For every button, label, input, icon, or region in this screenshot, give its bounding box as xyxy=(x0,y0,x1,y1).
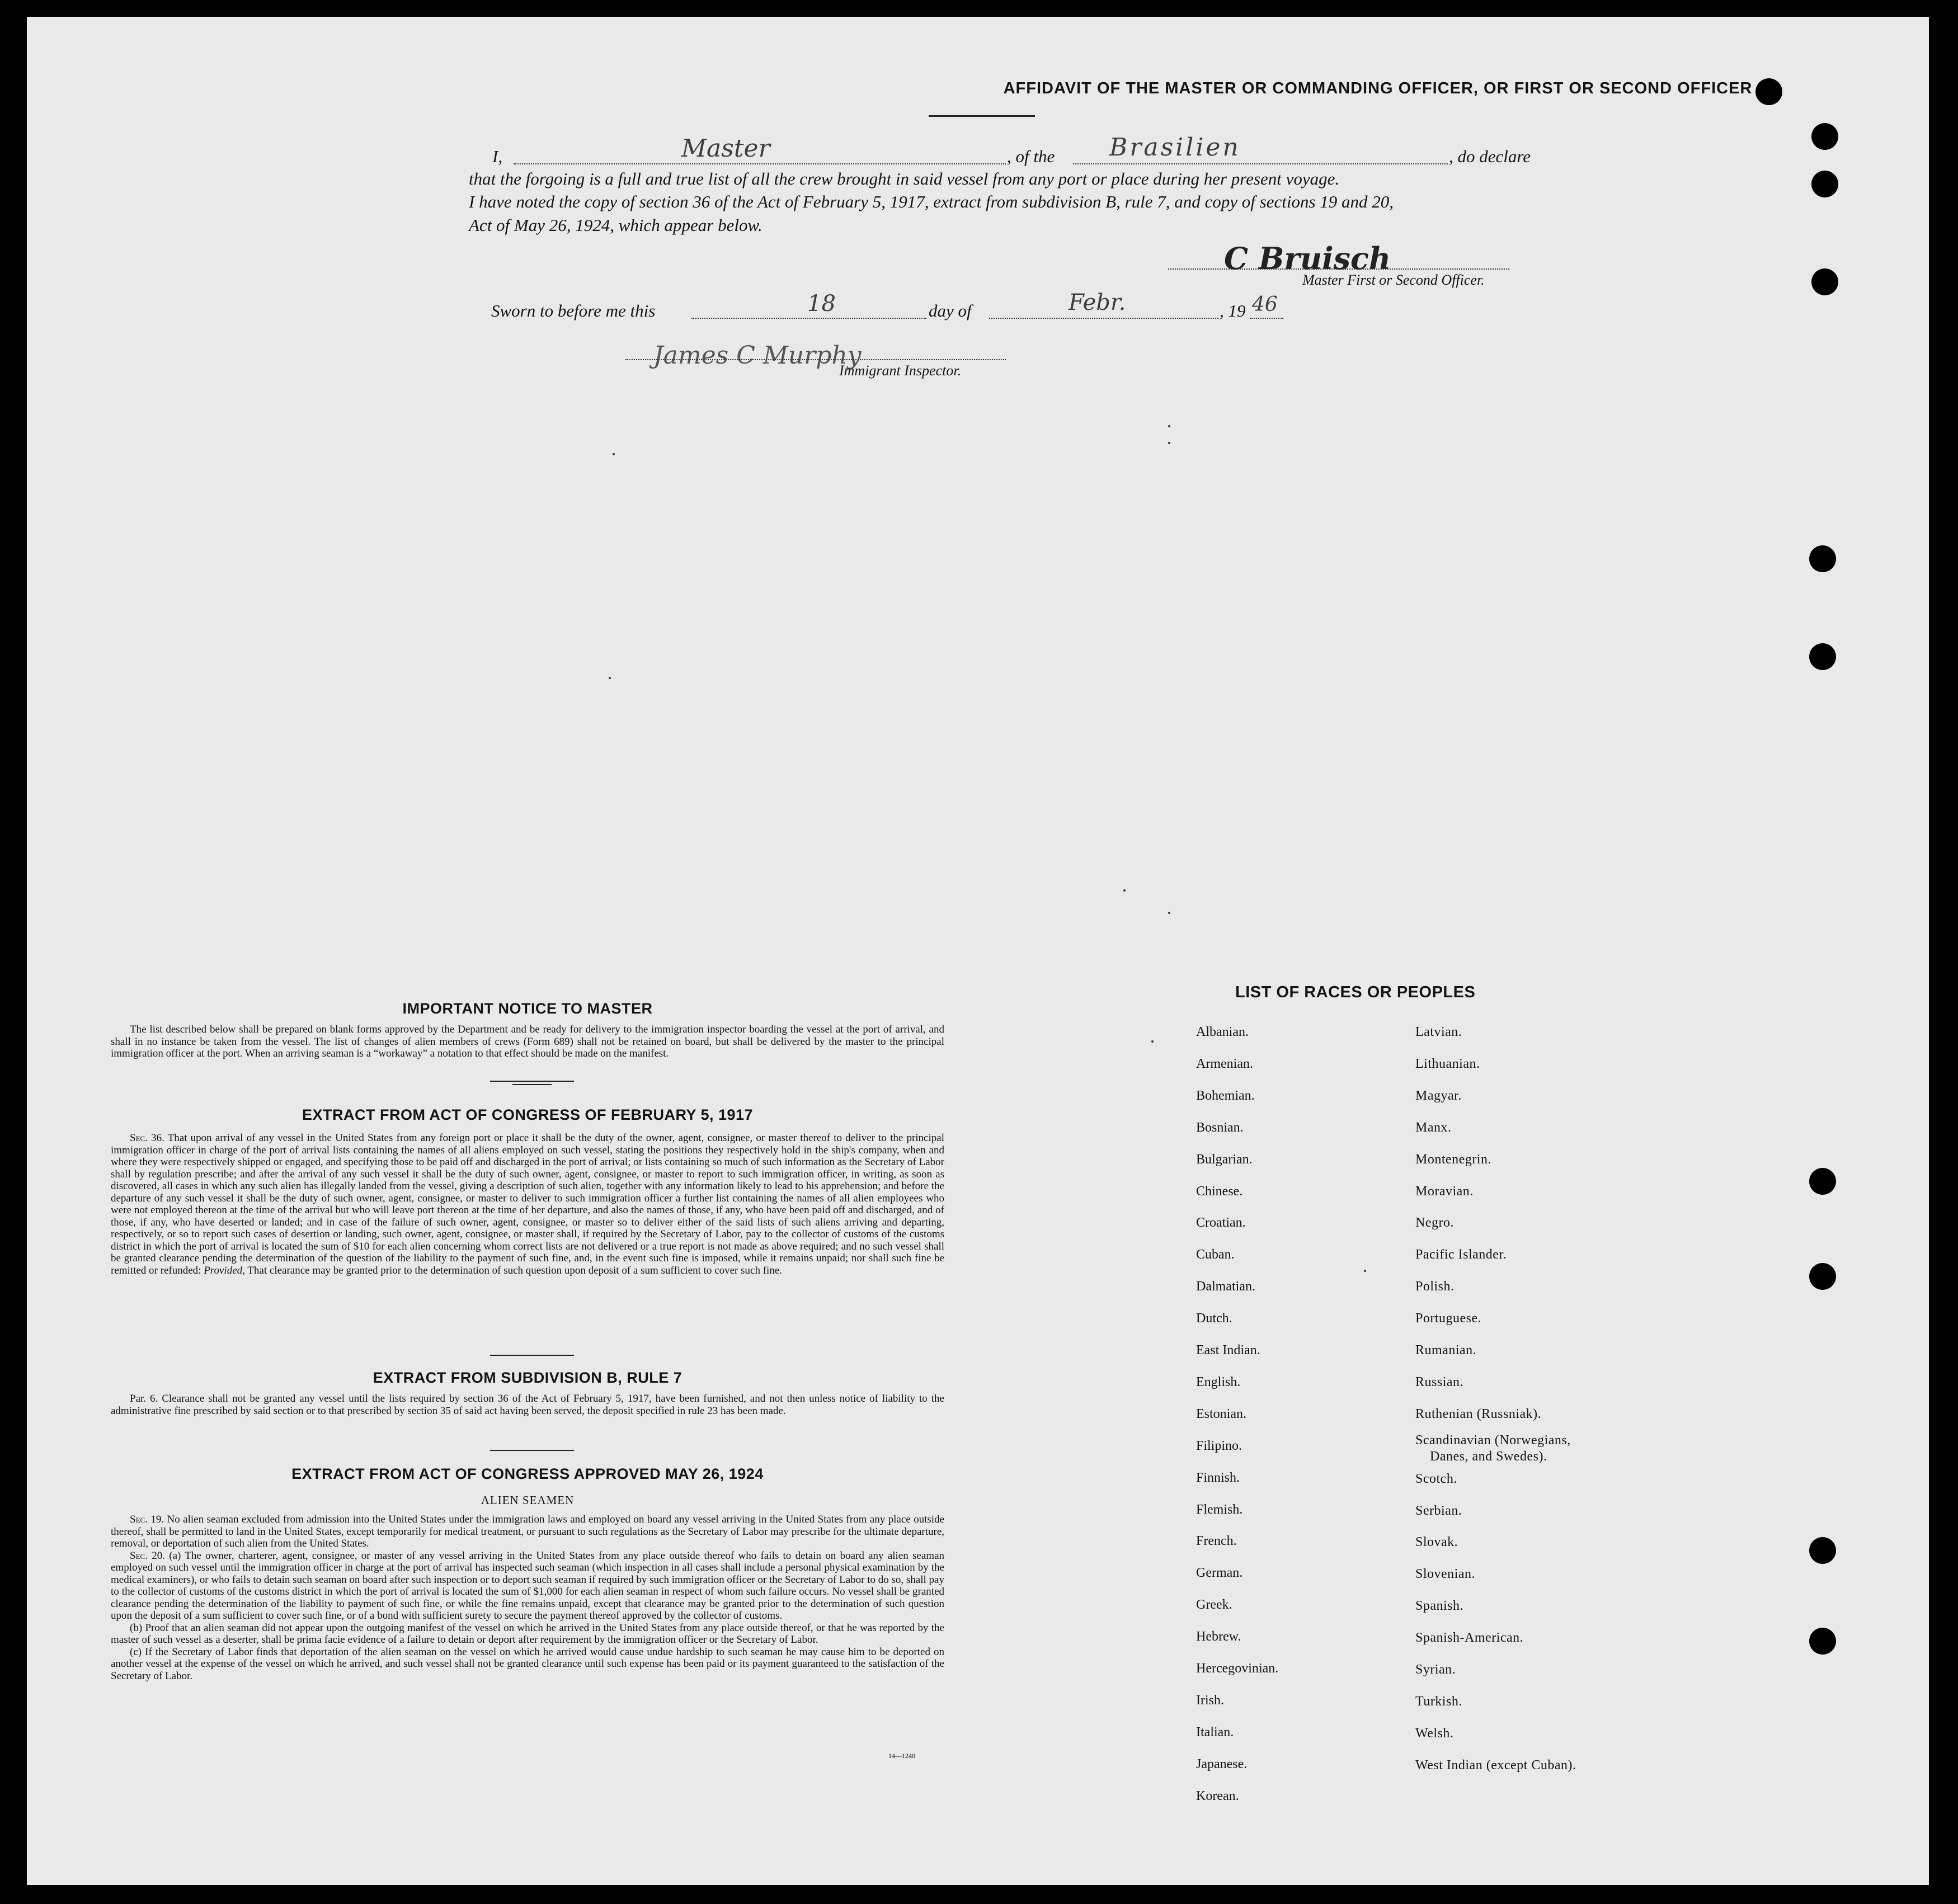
race-right-item: Syrian. xyxy=(1415,1662,1456,1677)
race-right-item: Montenegrin. xyxy=(1415,1152,1491,1167)
race-left-item: Korean. xyxy=(1196,1788,1239,1803)
race-left-item: Japanese. xyxy=(1196,1756,1248,1771)
section-19-text: No alien seaman excluded from admission into the United States under the immigration laws and employed on board any vessel arriving in the United States from any place outside thereof, shall be permitted to land in the United States, except temporarily for medical treatment, or pursuant to such regulations as the Secretary of Labor may prescribe for the ultimate departure, removal, or deportation of such alien from the United States. xyxy=(111,1514,944,1549)
punch-hole xyxy=(1809,1628,1836,1655)
race-right-item: Spanish. xyxy=(1415,1599,1464,1614)
section-label: Sec. 36. xyxy=(130,1132,164,1144)
title-rule xyxy=(929,115,1035,117)
year-prefix: , 19 xyxy=(1220,301,1246,321)
declaration-line-2: that the forgoing is a full and true list of all the crew brought in said vessel from any port or place during her present voyage. xyxy=(469,169,1340,188)
race-left-item: Hebrew. xyxy=(1196,1629,1241,1644)
race-right-item: West Indian (except Cuban). xyxy=(1415,1757,1576,1773)
section-20c-text: (c) If the Secretary of Labor finds that deportation of the alien seaman on the vessel on which he arrived would cause undue hardship to such seaman he may cause him to be deported on another vessel at the expense of the vessel on which he arrived, and such vessel shall not be granted clearance until such expense has been paid or its payment guaranteed to the satisfaction of the Secretary of Labor. xyxy=(111,1646,944,1682)
race-right-item: Moravian. xyxy=(1415,1184,1474,1199)
race-right-item: Russian. xyxy=(1415,1374,1464,1389)
document-page xyxy=(27,17,1929,1885)
inspector-caption: Immigrant Inspector. xyxy=(839,362,962,379)
race-left-item: Filipino. xyxy=(1196,1438,1242,1453)
race-right-item: Scandinavian (Norwegians, xyxy=(1415,1432,1571,1448)
divider xyxy=(512,1084,552,1085)
of-the-text: , of the xyxy=(1007,147,1055,166)
race-left-item: Greek. xyxy=(1196,1597,1232,1613)
race-left-item: Irish. xyxy=(1196,1693,1224,1708)
race-right-item: Latvian. xyxy=(1415,1025,1462,1039)
race-right-item: Lithuanian. xyxy=(1415,1056,1480,1071)
section-20a-text: (a) The owner, charterer, agent, consignee, or master of any vessel arriving in the United States from any place outside thereof who fails to detain on board any alien seaman employed on such vessel until the immigration officer in charge at the port of arrival has inspected such seaman (which inspection in all cases shall include a personal physical examination by the medical examiners), or who fails to detain such seaman on board after such inspection or to deport such seaman if required by such immigration officer or the Secretary of Labor to do so, shall pay to the collector of customs of the customs district in which the port of arrival is located the sum of $1,000 for each alien seaman in respect of whom such failure occurs. No vessel shall be granted clearance pending the determination of the liability to payment of such fine, or while the fine remains unpaid, except that clearance may be granted prior to the determination of such question upon the deposit of a sum sufficient to cover such fine, or of a bond with sufficient surety to secure the payment thereof approved by the collector of customs. xyxy=(111,1549,944,1622)
speck xyxy=(609,677,611,679)
race-right-item: Negro. xyxy=(1415,1215,1454,1231)
section-36-ending: That clearance may be granted prior to the determination of such question upon deposit of a sum sufficient to cover such fine. xyxy=(247,1264,782,1276)
race-left-item: Dutch. xyxy=(1196,1311,1232,1326)
race-left-item: Cuban. xyxy=(1196,1247,1235,1262)
race-left-item: Bosnian. xyxy=(1196,1120,1244,1135)
do-declare-text: , do declare xyxy=(1449,147,1531,166)
race-left-item: Armenian. xyxy=(1196,1056,1253,1071)
race-left-item: English. xyxy=(1196,1374,1241,1389)
speck xyxy=(1168,425,1170,427)
race-left-item: East Indian. xyxy=(1196,1343,1260,1358)
speck xyxy=(1168,442,1170,444)
form-number: 14—1240 xyxy=(888,1752,915,1760)
race-left-item: Dalmatian. xyxy=(1196,1279,1255,1294)
race-right-item: Welsh. xyxy=(1415,1726,1454,1741)
divider xyxy=(490,1081,574,1082)
sworn-month-handwritten: Febr. xyxy=(1069,290,1126,315)
race-right-item: Turkish. xyxy=(1415,1694,1462,1709)
race-right-item: Rumanian. xyxy=(1415,1343,1477,1358)
divider xyxy=(490,1450,574,1451)
race-left-item: Albanian. xyxy=(1196,1025,1249,1039)
rule-7-title: EXTRACT FROM SUBDIVISION B, RULE 7 xyxy=(373,1369,683,1386)
race-left-item: Flemish. xyxy=(1196,1502,1243,1517)
divider xyxy=(490,1355,574,1356)
section-20b-text: (b) Proof that an alien seaman did not appear upon the outgoing manifest of the vessel on which he arrived in the United States from any place outside thereof, or that he was reported by the master of such vessel as a deserter, shall be prima facie evidence of a failure to detain or deport after requirement by the immigration officer or the Secretary of Labor. xyxy=(111,1622,944,1646)
vessel-blank-line xyxy=(1073,163,1448,164)
sworn-prefix: Sworn to before me this xyxy=(491,301,656,321)
act-1924-text xyxy=(111,1514,944,1682)
act-1917-text xyxy=(111,1132,944,1276)
notice-title: IMPORTANT NOTICE TO MASTER xyxy=(402,1000,653,1017)
act-1924-title: EXTRACT FROM ACT OF CONGRESS APPROVED MAY 26, 1924 xyxy=(291,1465,764,1482)
declaration-line-4: Act of May 26, 1924, which appear below. xyxy=(469,215,763,235)
act-1917-title: EXTRACT FROM ACT OF CONGRESS OF FEBRUARY 5, 1917 xyxy=(302,1106,754,1123)
race-right-item: Serbian. xyxy=(1415,1503,1462,1518)
punch-hole xyxy=(1809,643,1836,670)
race-left-item: Chinese. xyxy=(1196,1184,1243,1199)
punch-hole xyxy=(1811,123,1838,150)
race-left-item: French. xyxy=(1196,1534,1237,1549)
master-signature: C Bruisch xyxy=(1224,241,1391,276)
year-blank-line xyxy=(1250,318,1283,319)
race-left-item: German. xyxy=(1196,1566,1243,1581)
master-handwritten: Master xyxy=(681,134,770,163)
rule-7-text xyxy=(111,1393,944,1417)
section-19-label: Sec. 19. xyxy=(130,1514,164,1525)
speck xyxy=(1364,1270,1366,1272)
day-of-text: day of xyxy=(929,301,972,321)
race-left-item: Estonian. xyxy=(1196,1406,1246,1421)
signature-caption: Master First or Second Officer. xyxy=(1302,272,1485,288)
race-left-item: Bulgarian. xyxy=(1196,1152,1253,1167)
affidavit-title: AFFIDAVIT OF THE MASTER OR COMMANDING OFFICER, OR FIRST OR SECOND OFFICER xyxy=(1003,79,1753,97)
race-right-item: Magyar. xyxy=(1415,1088,1462,1103)
inspector-signature: James C Murphy xyxy=(653,341,862,370)
sworn-day-handwritten: 18 xyxy=(807,291,836,317)
race-right-item: Scotch. xyxy=(1415,1471,1457,1486)
punch-hole xyxy=(1809,545,1836,572)
race-left-item: Italian. xyxy=(1196,1724,1234,1740)
notice-paragraph: The list described below shall be prepared on blank forms approved by the Department and be ready for delivery to the immigration inspector boarding the vessel at the port of arrival, and shall in no instance be taken from the vessel. The list of changes of alien members of crews (Form 689) shall not be retained on board, but shall be delivered by the master to the principal immigration officer at the port. When an arriving seaman is a “workaway” a notation to that effect should be made on the manifest. xyxy=(111,1024,944,1059)
speck xyxy=(613,453,615,455)
race-left-item: Hercegovinian. xyxy=(1196,1661,1279,1676)
speck xyxy=(1151,1040,1154,1043)
race-right-item: Slovenian. xyxy=(1415,1567,1475,1582)
declaration-line-3: I have noted the copy of section 36 of the Act of February 5, 1917, extract from subdivision B, rule 7, and copy of sections 19 and 20, xyxy=(469,192,1394,211)
alien-seamen-subtitle: ALIEN SEAMEN xyxy=(481,1493,575,1507)
speck xyxy=(1168,912,1170,914)
races-title: LIST OF RACES OR PEOPLES xyxy=(1235,983,1476,1001)
punch-hole xyxy=(1811,268,1838,295)
race-right-item: Spanish-American. xyxy=(1415,1630,1524,1646)
race-right-item: Manx. xyxy=(1415,1120,1452,1135)
master-blank-line xyxy=(514,163,1006,164)
punch-hole xyxy=(1809,1263,1836,1290)
race-right-item: Polish. xyxy=(1415,1279,1455,1294)
speck xyxy=(1123,889,1126,892)
race-right-item: Pacific Islander. xyxy=(1415,1247,1507,1262)
race-right-item: Ruthenian (Russniak). xyxy=(1415,1406,1542,1421)
race-right-item: Slovak. xyxy=(1415,1535,1458,1550)
race-right-item: Portuguese. xyxy=(1415,1311,1482,1326)
rule-7-paragraph: Par. 6. Clearance shall not be granted any vessel until the lists required by section 36 of the Act of February 5, 1917, have been furnished, and not then unless notice of liability to the administrative fine prescribed by said section or to that prescribed by section 35 of said act having been served, the deposit specified in rule 23 has been made. xyxy=(111,1393,944,1417)
provided-word: Provided, xyxy=(204,1264,245,1276)
race-left-item: Bohemian. xyxy=(1196,1088,1255,1103)
inspector-line xyxy=(625,359,1006,360)
punch-hole xyxy=(1811,171,1838,197)
section-36-text: That upon arrival of any vessel in the United States from any foreign port or place it shall be the duty of the owner, agent, consignee, or master thereof to deliver to the principal immigration officer in charge of the port of arrival lists containing the names of all aliens employed on such vessel, stating the positions they respectively hold in the ship's company, when and where they were respectively shipped or engaged, and specifying those to be paid off and discharged in the port of arrival; or lists containing so much of such information as the Secretary of Labor shall by regulation prescribe; and after the arrival of any such vessel it shall be the duty of such owner, agent, consignee, or master to report to such immigration officer, in writing, as soon as discovered, all cases in which any such alien has illegally landed from the vessel, giving a description of such alien, together with any information likely to lead to his apprehension; and before the departure of any such vessel it shall be the duty of such owner, agent, consignee, or master to deliver to such immigration officer a further list containing the names of all alien employees who were not employed thereon at the time of the arrival but who will leave port thereon at the time of her departure, and also the names of those, if any, who have been paid off and discharged, and of those, if any, who have deserted or landed; and in case of the failure of such owner, agent, consignee, or master so to deliver either of the said lists of such aliens arriving and departing, respectively, or so to report such cases of desertion or landing, such owner, agent, consignee, or master shall, if required by the Secretary of Labor, pay to the collector of customs of the customs district in which the port of arrival is located the sum of $10 for each alien concerning whom correct lists are not delivered or a true report is not made as above required; and no such vessel shall be granted clearance pending the determination of the question of the liability to the payment of such fine, and, in the event such fine is imposed, while it remains unpaid; nor shall such fine be remitted or refunded: xyxy=(111,1132,944,1276)
punch-hole xyxy=(1809,1537,1836,1564)
notice-text xyxy=(111,1024,944,1060)
i-word: I, xyxy=(492,147,503,166)
year-handwritten: 46 xyxy=(1252,293,1278,316)
race-left-item: Croatian. xyxy=(1196,1215,1246,1231)
section-20-label: Sec. 20. xyxy=(130,1549,165,1562)
punch-hole xyxy=(1809,1168,1836,1195)
month-blank-line xyxy=(989,318,1218,319)
signature-line xyxy=(1168,268,1509,270)
day-blank-line xyxy=(691,318,926,319)
race-left-item: Finnish. xyxy=(1196,1470,1240,1485)
race-right-item: Danes, and Swedes). xyxy=(1430,1449,1547,1464)
vessel-handwritten: Brasilien xyxy=(1109,133,1241,162)
